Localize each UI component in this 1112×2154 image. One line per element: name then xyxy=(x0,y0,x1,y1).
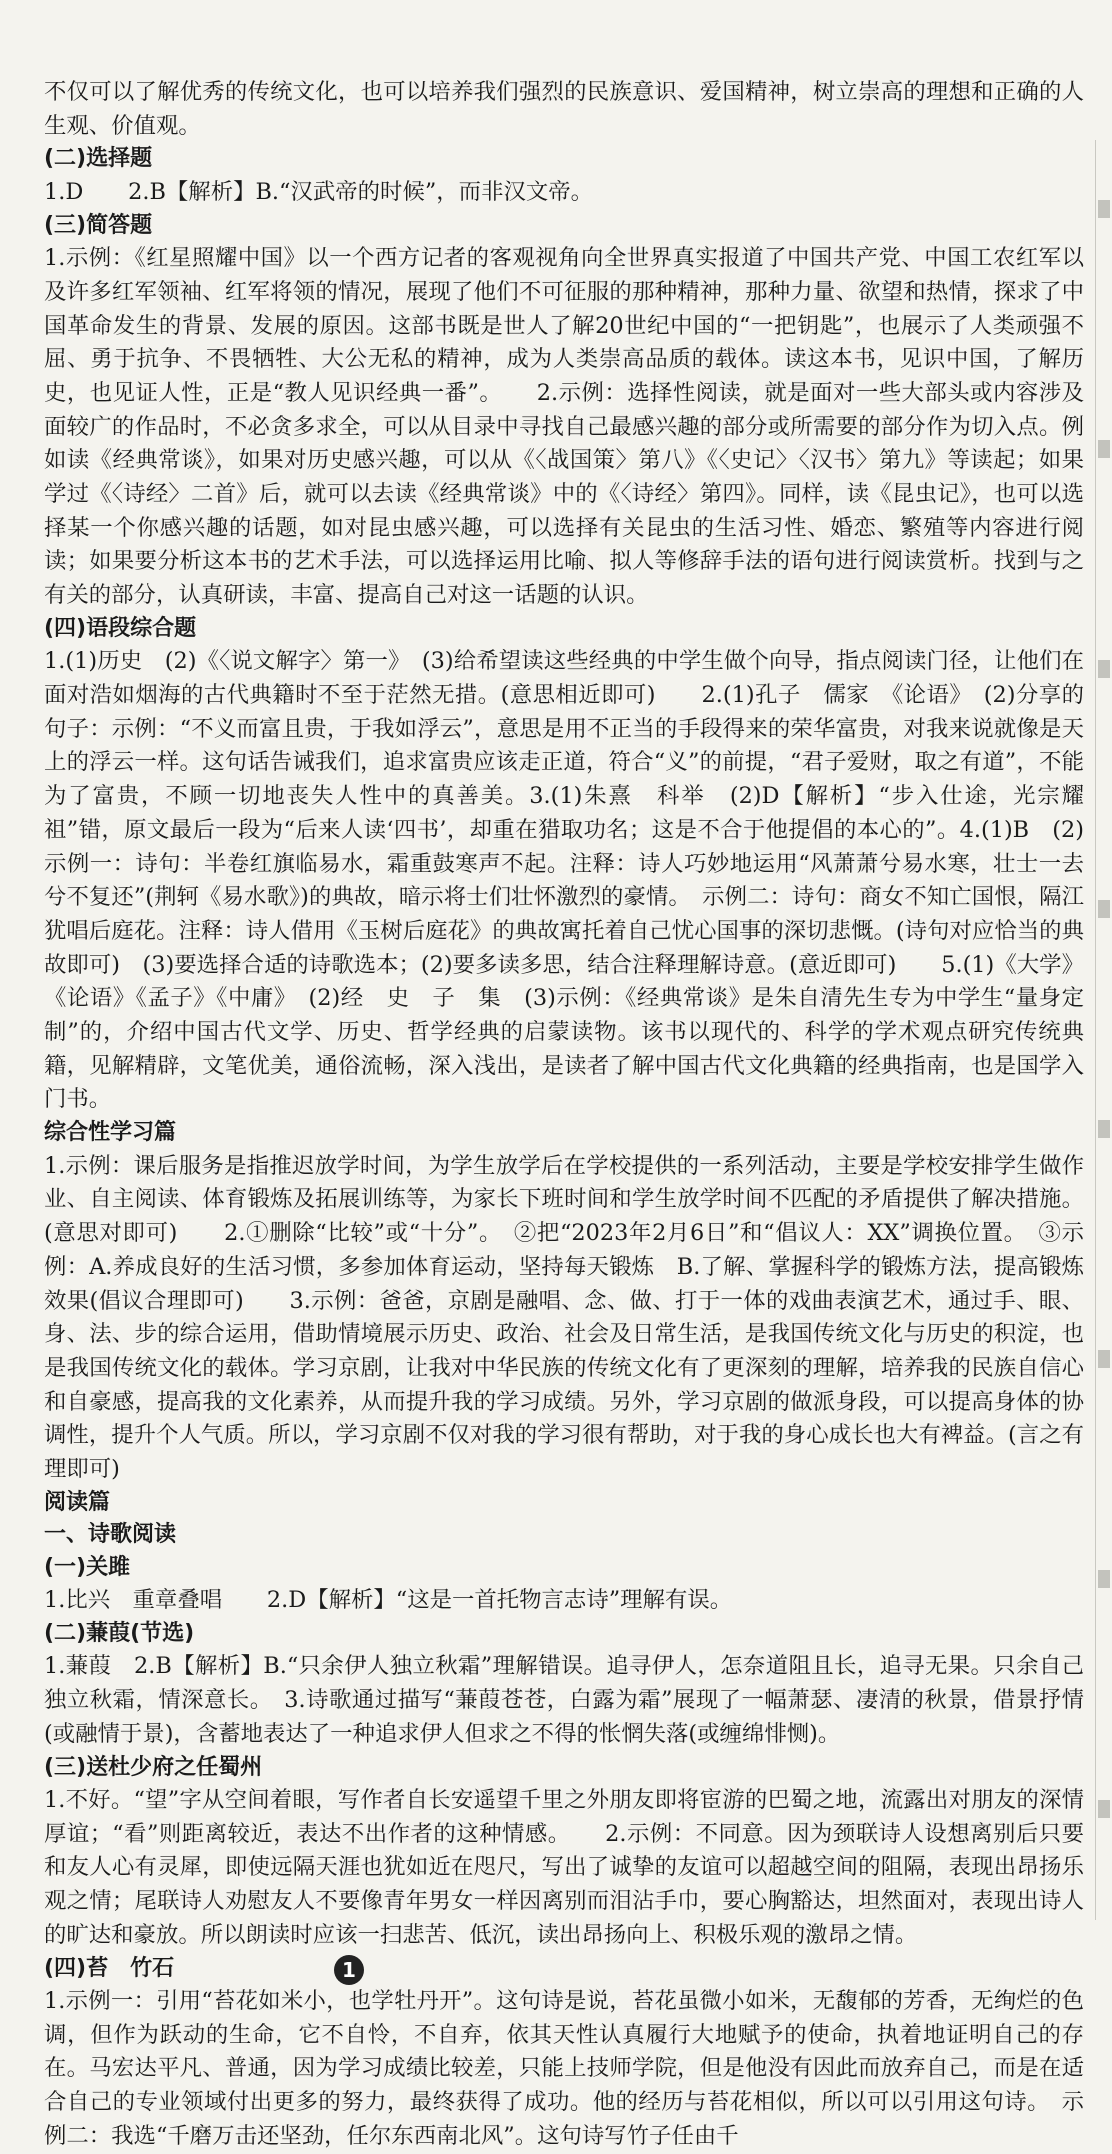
page-number-badge: 1 xyxy=(334,1955,364,1985)
gutter-mark xyxy=(1098,1350,1110,1368)
gutter-mark xyxy=(1098,440,1110,458)
gutter-mark xyxy=(1098,660,1110,678)
section-heading: (一)关雎 xyxy=(44,1554,131,1580)
gutter-mark xyxy=(1098,1120,1110,1138)
answer-paragraph: 1.蒹葭 2.B【解析】B.“只余伊人独立秋霜”理解错误。追寻伊人，怎奈道阻且长，追寻无果。只余自己独立秋霜，情深意长。 3.诗歌通过描写“蒹葭苍苍，白露为霜”展现了一幅萧瑟、凄清的秋景，借景抒情(或融情于景)，含蓄地表达了一种追求伊人但求之不得的怅惘失落(或缠绵悱恻)。 xyxy=(44,1653,1084,1747)
answer-paragraph: 不仅可以了解优秀的传统文化，也可以培养我们强烈的民族意识、爱国精神，树立崇高的理想和正确的人生观、价值观。 xyxy=(44,79,1084,139)
section-heading: (三)简答题 xyxy=(44,212,153,238)
section-heading: 综合性学习篇 xyxy=(44,1120,177,1146)
gutter-mark xyxy=(1098,1570,1110,1588)
gutter-mark xyxy=(1098,200,1110,218)
answer-paragraph: 1.示例：课后服务是指推迟放学时间，为学生放学后在学校提供的一系列活动，主要是学校安排学生做作业、自主阅读、体育锻炼及拓展训练等，为家长下班时间和学生放学时间不匹配的矛盾提供了解决措施。(意思对即可) 2.①删除“比较”或“十分”。 ②把“2023年2月6日”和“倡议人：XX”调换位置。 ③示例：A.养成良好的生活习惯，多参加体育运动，坚持每天锻炼 B.了解、掌握科学的锻炼方法，提高锻炼效果(倡议合理即可) 3.示例：爸爸，京剧是融唱、念、做、打于一体的戏曲表演艺术，通过手、眼、身、法、步的综合运用，借助情境展示历史、政治、社会及日常生活，是我国传统文化与历史的积淀，也是我国传统文化的载体。学习京剧，让我对中华民族的传统文化有了更深刻的理解，培养我的民族自信心和自豪感，提高我的文化素养，从而提升我的学习成绩。另外，学习京剧的做派身段，可以提高身体的协调性，提升个人气质。所以，学习京剧不仅对我的学习很有帮助，对于我的身心成长也大有裨益。(言之有理即可) xyxy=(44,1152,1084,1483)
answer-paragraph: 1.不好。“望”字从空间着眼，写作者自长安遥望千里之外朋友即将宦游的巴蜀之地，流露出对朋友的深情厚谊；“看”则距离较近，表达不出作者的这种情感。 2.示例：不同意。因为颈联诗人设想离别后只要和友人心有灵犀，即使远隔天涯也犹如近在咫尺，写出了诚挚的友谊可以超越空间的阻隔，表现出昂扬乐观之情；尾联诗人劝慰友人不要像青年男女一样因离别而泪沾手巾，要心胸豁达，坦然面对，表现出诗人的旷达和豪放。所以朗读时应该一扫悲苦、低沉，读出昂扬向上、积极乐观的激昂之情。 xyxy=(44,1787,1084,1948)
section-heading: 阅读篇 xyxy=(44,1489,111,1515)
answer-paragraph: 1.(1)历史 (2)《〈说文解字〉第一》 (3)给希望读这些经典的中学生做个向导，指点阅读门径，让他们在面对浩如烟海的古代典籍时不至于茫然无措。(意思相近即可) 2.(1)孔子 儒家 《论语》 (2)分享的句子：示例：“不义而富且贵，于我如浮云”，意思是用不正当的手段得来的荣华富贵，对我来说就像是天上的浮云一样。这句话告诫我们，追求富贵应该走正道，符合“义”的前提，“君子爱财，取之有道”，不能为了富贵，不顾一切地丧失人性中的真善美。3.(1)朱熹 科举 (2)D【解析】“步入仕途，光宗耀祖”错，原文最后一段为“后来人读‘四书’，却重在猎取功名；这是不合于他提倡的本心的”。4.(1)B (2)示例一：诗句：半卷红旗临易水，霜重鼓寒声不起。注释：诗人巧妙地运用“风萧萧兮易水寒，壮士一去兮不复还”(荆轲《易水歌》)的典故，暗示将士们壮怀激烈的豪情。 示例二：诗句：商女不知亡国恨，隔江犹唱后庭花。注释：诗人借用《玉树后庭花》的典故寓托着自己忧心国事的深切悲慨。(诗句对应恰当的典故即可) (3)要选择合适的诗歌选本；(2)要多读多思，结合注释理解诗意。(意近即可) 5.(1)《大学》《论语》《孟子》《中庸》 (2)经 史 子 集 (3)示例：《经典常谈》是朱自清先生专为中学生“量身定制”的，介绍中国古代文学、历史、哲学经典的启蒙读物。该书以现代的、科学的学术观点研究传统典籍，见解精辟，文笔优美，通俗流畅，深入浅出，是读者了解中国古代文化典籍的经典指南，也是国学入门书。 xyxy=(44,648,1084,1113)
section-heading: (四)苔 竹石 xyxy=(44,1955,175,1981)
section-heading: (二)选择题 xyxy=(44,146,153,172)
gutter-mark xyxy=(1098,900,1110,918)
answer-paragraph: 1.示例一：引用“苔花如米小，也学牡丹开”。这句诗是说，苔花虽微小如米，无馥郁的芳香，无绚烂的色调，但作为跃动的生命，它不自怜，不自弃，依其天性认真履行大地赋予的使命，执着地证明自己的存在。马宏达平凡、普通，因为学习成绩比较差，只能上技师学院，但是他没有因此而放弃自己，而是在适合自己的专业领域付出更多的努力，最终获得了成功。他的经历与苔花相似，所以可以引用这句诗。 示例二：我选“千磨万击还坚劲，任尔东西南北风”。这句诗写竹子任由千 xyxy=(44,1988,1084,2149)
gutter-mark xyxy=(1098,1800,1110,1818)
answer-paragraph: 1.D 2.B【解析】B.“汉武帝的时候”，而非汉文帝。 xyxy=(44,178,594,205)
answer-paragraph: 1.比兴 重章叠唱 2.D【解析】“这是一首托物言志诗”理解有误。 xyxy=(44,1587,733,1614)
binding-gutter xyxy=(1095,140,1112,1920)
answer-page-body xyxy=(44,76,1084,2154)
section-heading: (二)蒹葭(节选) xyxy=(44,1620,195,1646)
section-heading: (三)送杜少府之任蜀州 xyxy=(44,1754,263,1780)
answer-paragraph: 1.示例：《红星照耀中国》以一个西方记者的客观视角向全世界真实报道了中国共产党、中国工农红军以及许多红军领袖、红军将领的情况，展现了他们不可征服的那种精神，那种力量、欲望和热情，探求了中国革命发生的背景、发展的原因。这部书既是世人了解20世纪中国的“一把钥匙”，也展示了人类顽强不屈、勇于抗争、不畏牺牲、大公无私的精神，成为人类崇高品质的载体。读这本书，见识中国，了解历史，也见证人性，正是“教人见识经典一番”。 2.示例：选择性阅读，就是面对一些大部头或内容涉及面较广的作品时，不必贪多求全，可以从目录中寻找自己最感兴趣的部分或所需要的部分作为切入点。例如读《经典常谈》，如果对历史感兴趣，可以从《〈战国策〉第八》《〈史记〉〈汉书〉第九》等读起；如果学过《〈诗经〉二首》后，就可以去读《经典常谈》中的《〈诗经〉第四》。同样，读《昆虫记》，也可以选择某一个你感兴趣的话题，如对昆虫感兴趣，可以选择有关昆虫的生活习性、婚恋、繁殖等内容进行阅读；如果要分析这本书的艺术手法，可以选择运用比喻、拟人等修辞手法的语句进行阅读赏析。找到与之有关的部分，认真研读，丰富、提高自己对这一话题的认识。 xyxy=(44,245,1084,609)
section-heading: (四)语段综合题 xyxy=(44,615,197,641)
section-heading: 一、诗歌阅读 xyxy=(44,1522,177,1548)
